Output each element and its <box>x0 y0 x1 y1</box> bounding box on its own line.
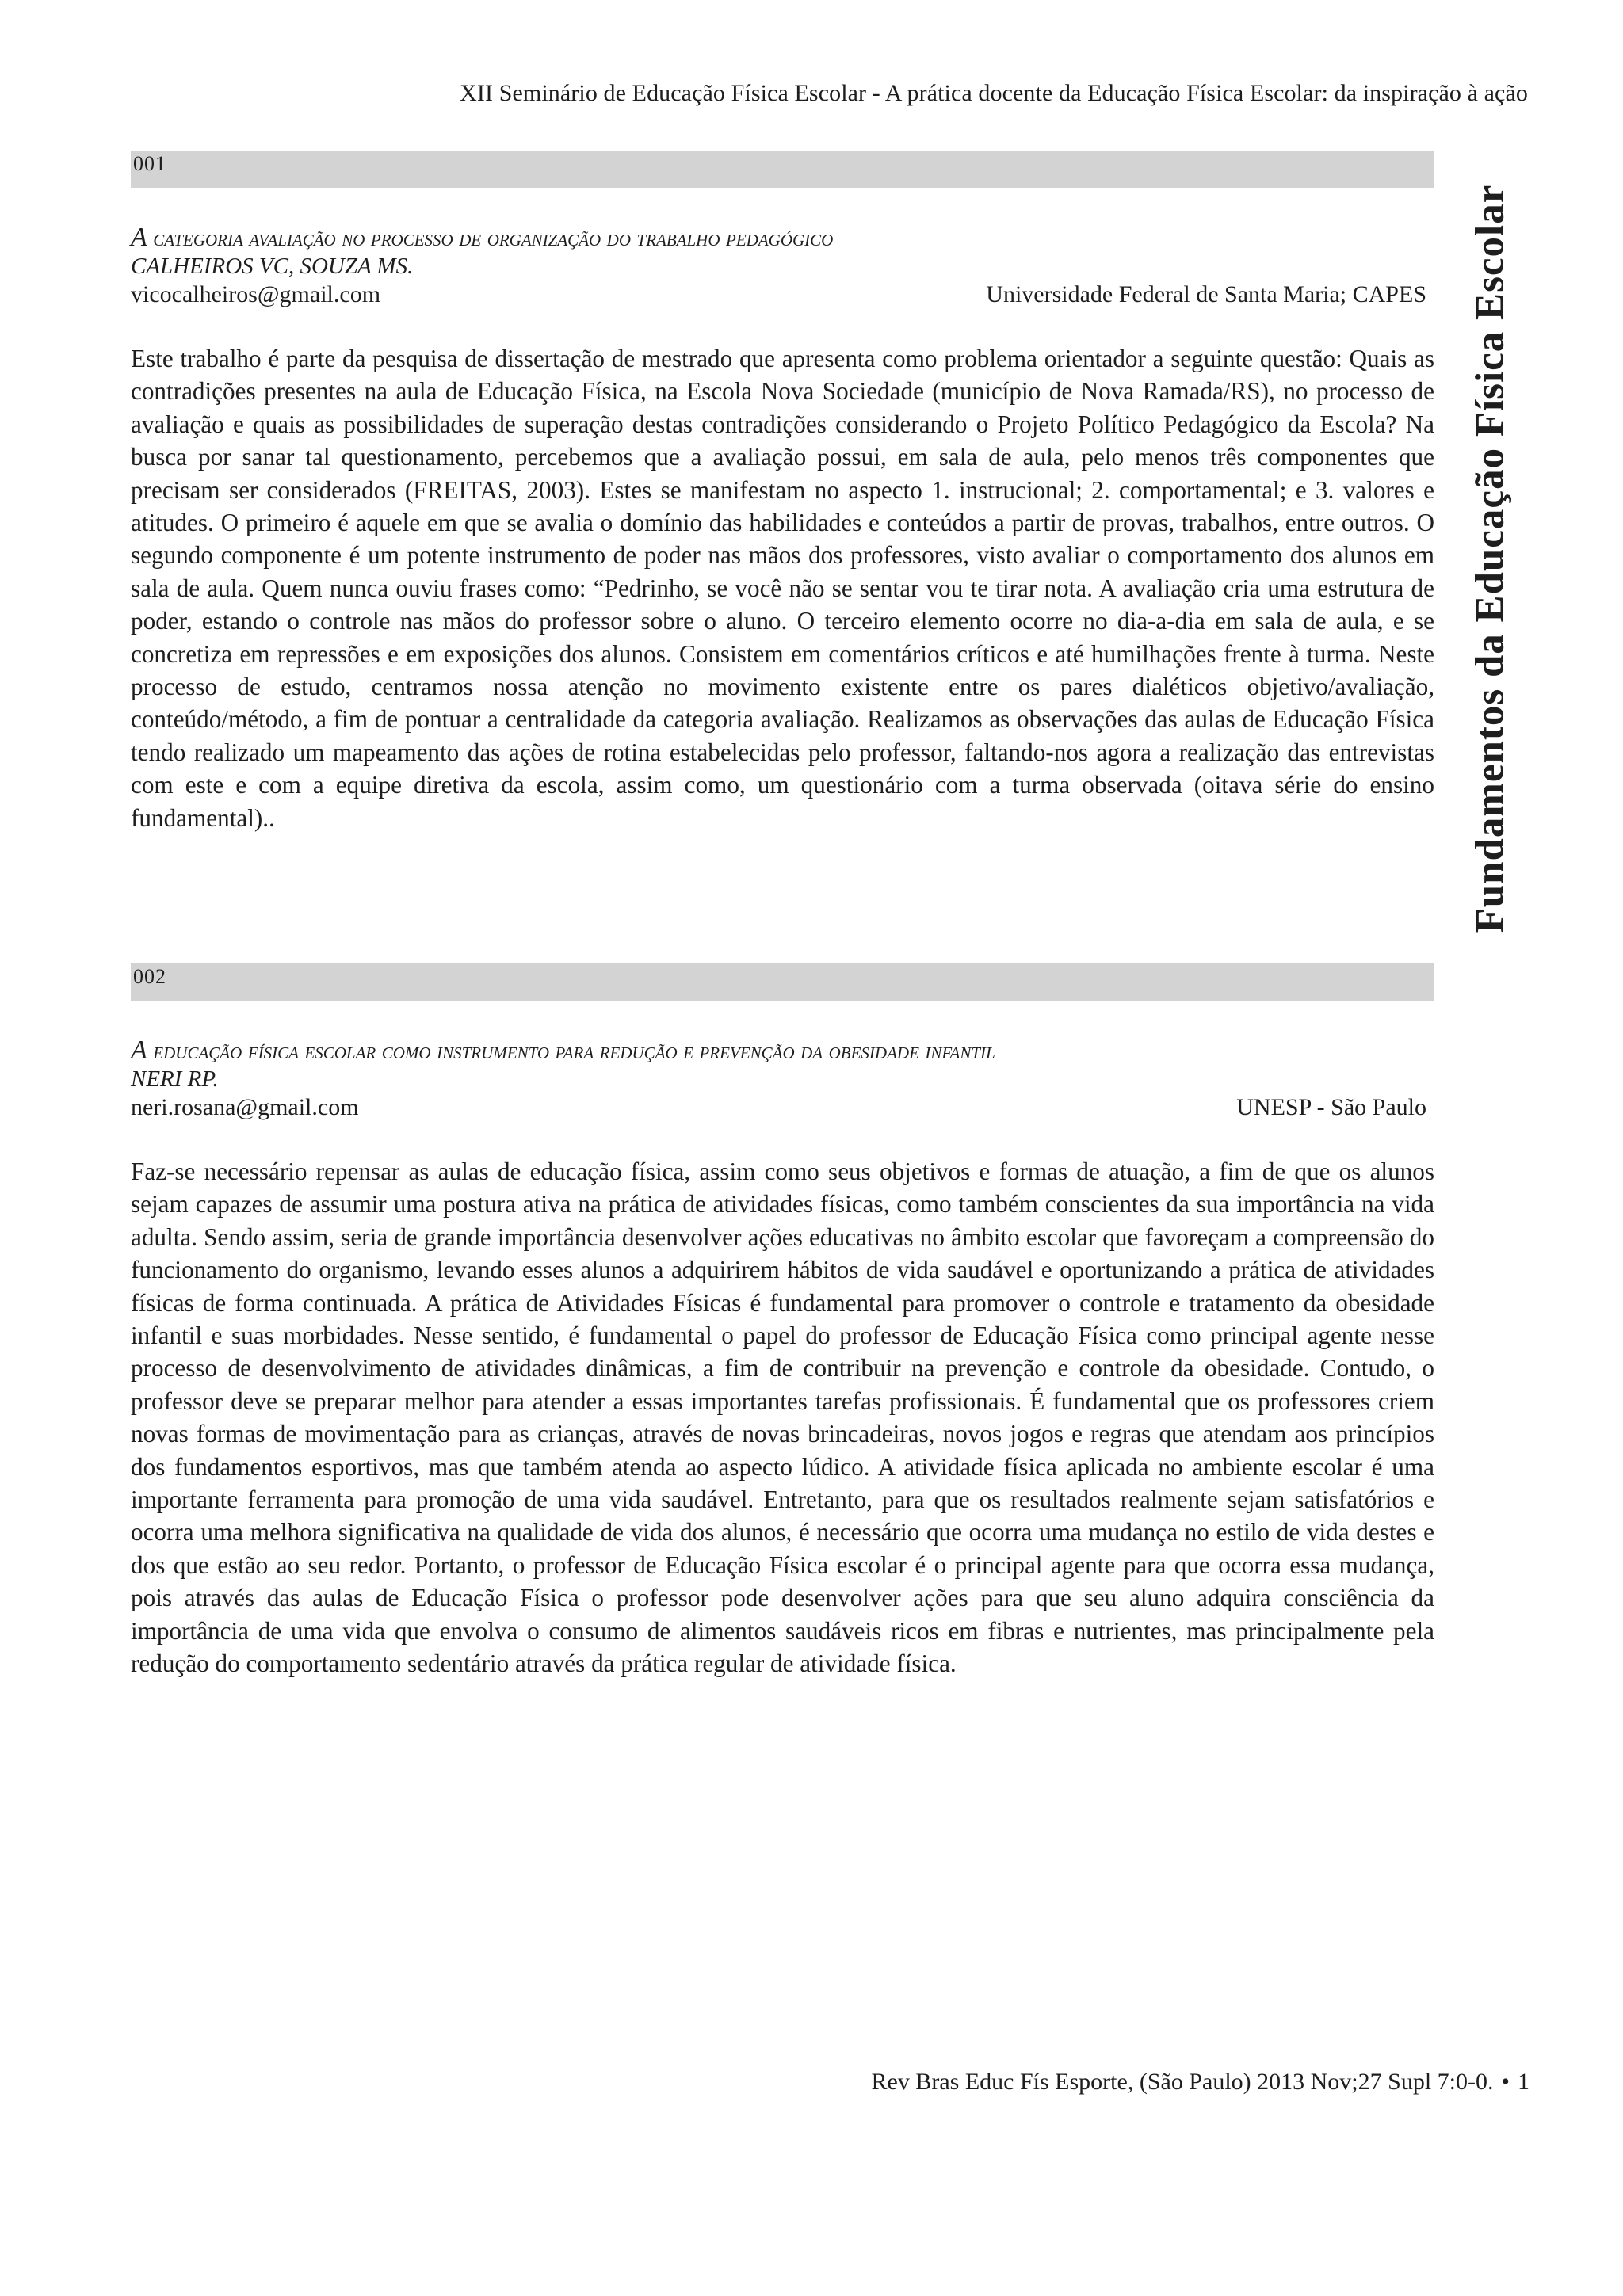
abstract-authors: CALHEIROS VC, SOUZA MS. <box>131 254 414 279</box>
abstract-affiliation: Universidade Federal de Santa Maria; CAPES <box>986 281 1426 307</box>
abstract-001 <box>131 151 1434 834</box>
running-header: XII Seminário de Educação Física Escolar - A prática docente da Educação Física Escolar: da inspiração à ação <box>460 80 1528 106</box>
section-side-title-text: Fundamentos da Educação Física Escolar <box>1468 184 1513 933</box>
abstract-title-rest: categoria avaliação no processo de organização do trabalho pedagógico <box>147 225 834 251</box>
abstract-body: Este trabalho é parte da pesquisa de dissertação de mestrado que apresenta como problema orientador a seguinte questão: Quais as contradições presentes na aula de Educação Física, na Escola Nova Sociedade (município de Nova Ramada/RS), no processo de avaliação e quais as possibilidades de superação destas contradições considerando o Projeto Político Pedagógico da Escola? Na busca por sanar tal questionamento, percebemos que a avaliação possui, em sala de aula, pelo menos três componentes que precisam ser considerados (FREITAS, 2003). Estes se manifestam no aspecto 1. instrucional; 2. comportamental; e 3. valores e atitudes. O primeiro é aquele em que se avalia o domínio das habilidades e conteúdos a partir de provas, trabalhos, entre outros. O segundo componente é um potente instrumento de poder nas mãos dos professores, visto avaliar o comportamento dos alunos em sala de aula. Quem nunca ouviu frases como: “Pedrinho, se você não se sentar vou te tirar nota. A avaliação cria uma estrutura de poder, estando o controle nas mãos do professor sobre o aluno. O terceiro elemento ocorre no dia-a-dia em sala de aula, e se concretiza em repressões e em exposições dos alunos. Consistem em comentários críticos e até humilhações frente à turma. Neste processo de estudo, centramos nossa atenção no movimento existente entre os pares dialéticos objetivo/avaliação, conteúdo/método, a fim de pontuar a centralidade da categoria avaliação. Realizamos as observações das aulas de Educação Física tendo realizado um mapeamento das ações de rotina estabelecidas pelo professor, faltando-nos agora a realização das entrevistas com este e com a equipe diretiva da escola, assim como, um questionário com a turma observada (oitava série do ensino fundamental).. <box>131 345 1434 832</box>
abstract-contact-row <box>131 1093 1434 1123</box>
page-footer <box>872 2066 1529 2098</box>
footer-citation: Rev Bras Educ Fís Esporte, (São Paulo) 2013 Nov;27 Supl 7:0-0. <box>871 2069 1494 2095</box>
abstract-body: Faz-se necessário repensar as aulas de educação física, assim como seus objetivos e formas de atuação, a fim de que os alunos sejam capazes de assumir uma postura ativa na prática de atividades físicas, como também conscientes da sua importância na vida adulta. Sendo assim, seria de grande importância desenvolver ações educativas no âmbito escolar que favoreçam a compreensão do funcionamento do organismo, levando esses alunos a adquirirem hábitos de vida saudável e oportunizando a prática de atividades físicas de forma continuada. A prática de Atividades Físicas é fundamental para promover o controle e tratamento da obesidade infantil e suas morbidades. Nesse sentido, é fundamental o papel do professor de Educação Física como principal agente nesse processo de desenvolvimento de atividades dinâmicas, a fim de contribuir na prevenção e controle da obesidade. Contudo, o professor deve se preparar melhor para atender a essas importantes tarefas profissionais. É fundamental que os professores criem novas formas de movimentação para as crianças, através de novas brincadeiras, novos jogos e regras que atendam aos princípios dos fundamentos esportivos, mas que também atenda ao aspecto lúdico. A atividade física aplicada no ambiente escolar é uma importante ferramenta para promoção de uma vida saudável. Entretanto, para que os resultados realmente sejam satisfatórios e ocorra uma melhora significativa na qualidade de vida dos alunos, é necessário que ocorra uma mudança no estilo de vida destes e dos que estão ao seu redor. Portanto, o professor de Educação Física escolar é o principal agente para que ocorra essa mudança, pois através das aulas de Educação Física o professor pode desenvolver ações para que seu aluno adquira consciência da importância de uma vida que envolva o consumo de alimentos saudáveis ricos em fibras e nutrientes, mas principalmente pela redução do comportamento sedentário através da prática regular de atividade física. <box>131 1158 1434 1678</box>
abstract-email[interactable]: neri.rosana@gmail.com <box>131 1094 359 1120</box>
section-side-title <box>1462 154 1518 963</box>
abstract-002 <box>131 963 1434 1680</box>
abstract-email[interactable]: vicocalheiros@gmail.com <box>131 281 381 307</box>
abstract-title-rest: educação física escolar como instrumento para redução e prevenção da obesidade infantil <box>147 1038 995 1064</box>
abstract-authors: NERI RP. <box>131 1066 219 1092</box>
abstract-title <box>131 1036 1434 1066</box>
page-number: 1 <box>1518 2069 1529 2095</box>
abstract-title-initial: A <box>131 1035 147 1065</box>
abstract-number-bar <box>131 151 1434 188</box>
abstract-affiliation: UNESP - São Paulo <box>1236 1094 1426 1120</box>
abstract-title-initial: A <box>131 223 147 252</box>
abstract-number: 002 <box>133 965 166 988</box>
abstract-number-bar <box>131 963 1434 1001</box>
abstract-contact-row <box>131 280 1434 310</box>
abstract-title <box>131 223 1434 253</box>
footer-bullet: • <box>1501 2069 1510 2095</box>
abstract-number: 001 <box>133 152 166 175</box>
